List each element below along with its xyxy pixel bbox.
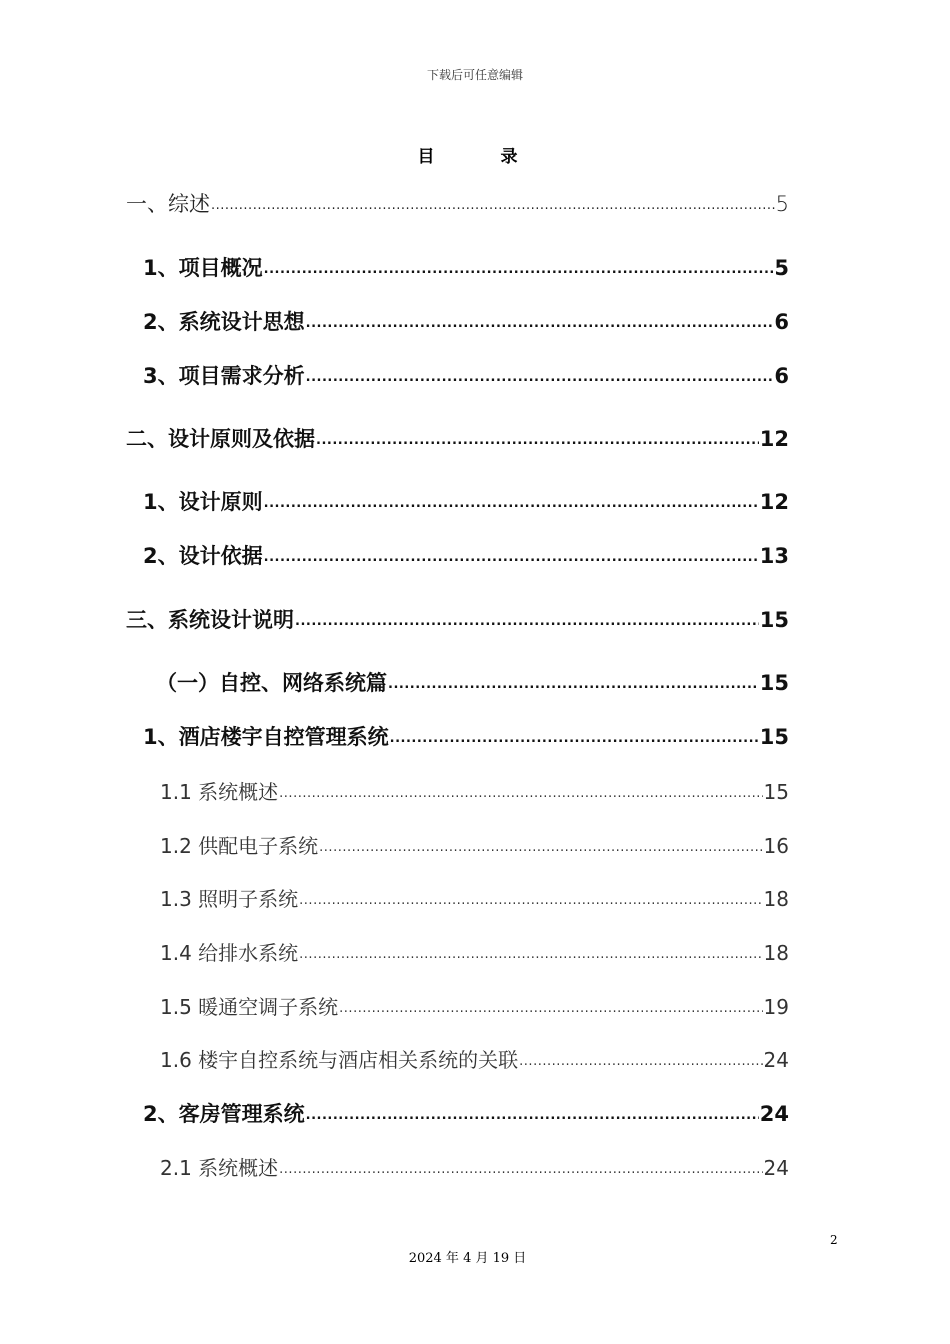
toc-leader-dots: [390, 731, 759, 746]
toc-entry-page: 24: [763, 1156, 789, 1180]
toc-entry-page: 18: [763, 887, 789, 911]
toc-entry-page: 5: [775, 192, 789, 216]
toc-entry-system-design-description[interactable]: [126, 604, 789, 634]
toc-entry-1-5[interactable]: [160, 991, 789, 1020]
toc-entry-overview[interactable]: [126, 188, 789, 218]
toc-entry-label: 一、综述: [126, 192, 210, 216]
toc-entry-label: 二、设计原则及依据: [126, 427, 315, 451]
toc-leader-dots: [264, 496, 759, 511]
toc-entry-page: 15: [759, 671, 789, 695]
toc-entry-label: 1、项目概况: [143, 256, 263, 280]
toc-leader-dots: [264, 262, 774, 277]
toc-entry-1-1[interactable]: [160, 776, 789, 805]
toc-entry-page: 15: [763, 780, 789, 804]
toc-entry-page: 6: [774, 310, 789, 334]
toc-entry-label: 1、酒店楼宇自控管理系统: [143, 725, 389, 749]
toc-entry-page: 12: [759, 490, 789, 514]
toc-entry-hotel-bas[interactable]: [143, 721, 789, 751]
toc-entry-room-management[interactable]: [143, 1098, 789, 1128]
toc-entry-project-overview[interactable]: [143, 252, 789, 282]
toc-entry-control-network-part[interactable]: [156, 667, 789, 697]
toc-entry-design-principles-basis[interactable]: [126, 423, 789, 453]
toc-entry-page: 24: [759, 1102, 789, 1126]
toc-entry-page: 15: [759, 725, 789, 749]
toc-leader-dots: [339, 1001, 762, 1016]
toc-leader-dots: [388, 677, 759, 692]
toc-entry-1-3[interactable]: [160, 883, 789, 912]
toc-entry-label: 1.2 供配电子系统: [160, 834, 319, 858]
footer-date: 2024 年 4 月 19 日: [408, 1251, 527, 1266]
toc-leader-dots: [306, 1108, 759, 1123]
toc-entry-page: 6: [774, 364, 789, 388]
toc-leader-dots: [279, 1162, 762, 1177]
toc-leader-dots: [519, 1054, 762, 1069]
toc-entry-label: 3、项目需求分析: [143, 364, 305, 388]
toc-entry-label: 2、客房管理系统: [143, 1102, 305, 1126]
toc-entry-page: 13: [759, 544, 789, 568]
toc-leader-dots: [211, 198, 775, 213]
toc-title: 目 录: [417, 147, 548, 167]
toc-entry-label: 1.3 照明子系统: [160, 887, 299, 911]
toc-leader-dots: [264, 550, 759, 565]
toc-entry-1-6[interactable]: [160, 1044, 789, 1073]
toc-entry-requirements-analysis[interactable]: [143, 360, 789, 390]
toc-leader-dots: [319, 840, 762, 855]
toc-leader-dots: [279, 786, 762, 801]
toc-leader-dots: [299, 947, 762, 962]
toc-entry-1-4[interactable]: [160, 937, 789, 966]
toc-entry-page: 12: [759, 427, 789, 451]
toc-entry-page: 18: [763, 941, 789, 965]
toc-entry-label: 1.4 给排水系统: [160, 941, 299, 965]
toc-entry-page: 24: [763, 1048, 789, 1072]
toc-entry-1-2[interactable]: [160, 830, 789, 859]
toc-entry-label: 三、系统设计说明: [126, 608, 294, 632]
toc-leader-dots: [316, 433, 759, 448]
toc-entry-page: 5: [774, 256, 789, 280]
toc-entry-2-1[interactable]: [160, 1152, 789, 1181]
toc-entry-label: 2、设计依据: [143, 544, 263, 568]
toc-leader-dots: [295, 614, 759, 629]
toc-entry-page: 16: [763, 834, 789, 858]
toc-entry-label: 1.6 楼宇自控系统与酒店相关系统的关联: [160, 1048, 519, 1072]
toc-entry-design-basis[interactable]: [143, 540, 789, 570]
toc-entry-label: 2、系统设计思想: [143, 310, 305, 334]
toc-entry-label: （一）自控、网络系统篇: [156, 671, 387, 695]
toc-leader-dots: [306, 370, 774, 385]
toc-entry-design-principles[interactable]: [143, 486, 789, 516]
toc-entry-design-philosophy[interactable]: [143, 306, 789, 336]
toc-entry-label: 1、设计原则: [143, 490, 263, 514]
toc-entry-page: 15: [759, 608, 789, 632]
toc-entry-label: 1.1 系统概述: [160, 780, 279, 804]
toc-entry-label: 2.1 系统概述: [160, 1156, 279, 1180]
page-number: 2: [830, 1233, 838, 1247]
toc-leader-dots: [306, 316, 774, 331]
header-note: 下载后可任意编辑: [426, 68, 523, 82]
toc-entry-page: 19: [763, 995, 789, 1019]
toc-entry-label: 1.5 暖通空调子系统: [160, 995, 339, 1019]
toc-leader-dots: [299, 893, 762, 908]
